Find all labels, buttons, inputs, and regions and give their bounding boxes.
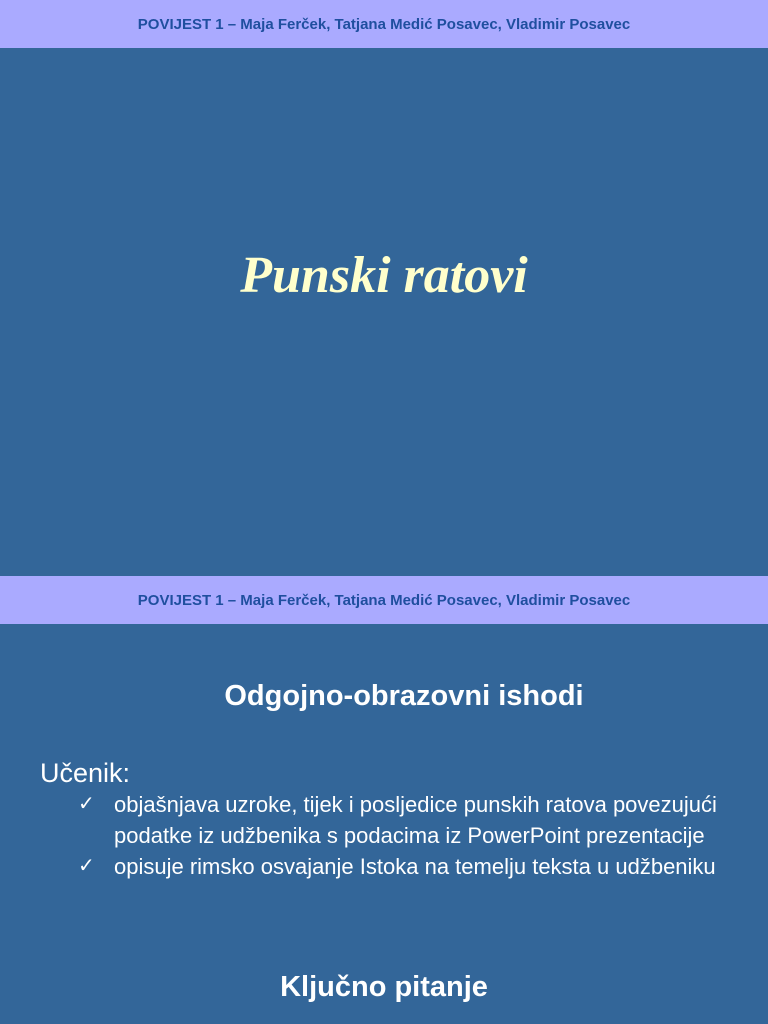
check-icon: ✓ — [78, 791, 95, 815]
outcome-text: opisuje rimsko osvajanje Istoka na temelju teksta u udžbeniku — [114, 854, 716, 879]
outcome-item — [76, 789, 736, 851]
slide-header-text: POVIJEST 1 – Maja Ferček, Tatjana Medić Posavec, Vladimir Posavec — [137, 591, 631, 609]
slide-header-band — [0, 576, 768, 624]
outcome-item — [76, 851, 736, 882]
outcome-text: objašnjava uzroke, tijek i posljedice punskih ratova povezujući podatke iz udžbenika s podacima iz PowerPoint prezentacije — [114, 792, 717, 848]
slide-title-text: Punski ratovi — [240, 247, 528, 304]
outcomes-heading: Odgojno-obrazovni ishodi — [224, 680, 584, 712]
slide-header-band — [0, 0, 768, 48]
check-icon: ✓ — [78, 853, 95, 877]
slide-header-text: POVIJEST 1 – Maja Ferček, Tatjana Medić Posavec, Vladimir Posavec — [137, 15, 631, 33]
outcomes-list — [76, 789, 736, 882]
slide-outcomes — [0, 576, 768, 1024]
key-question-heading: Ključno pitanje — [280, 971, 488, 1003]
learner-label: Učenik: — [40, 758, 131, 788]
